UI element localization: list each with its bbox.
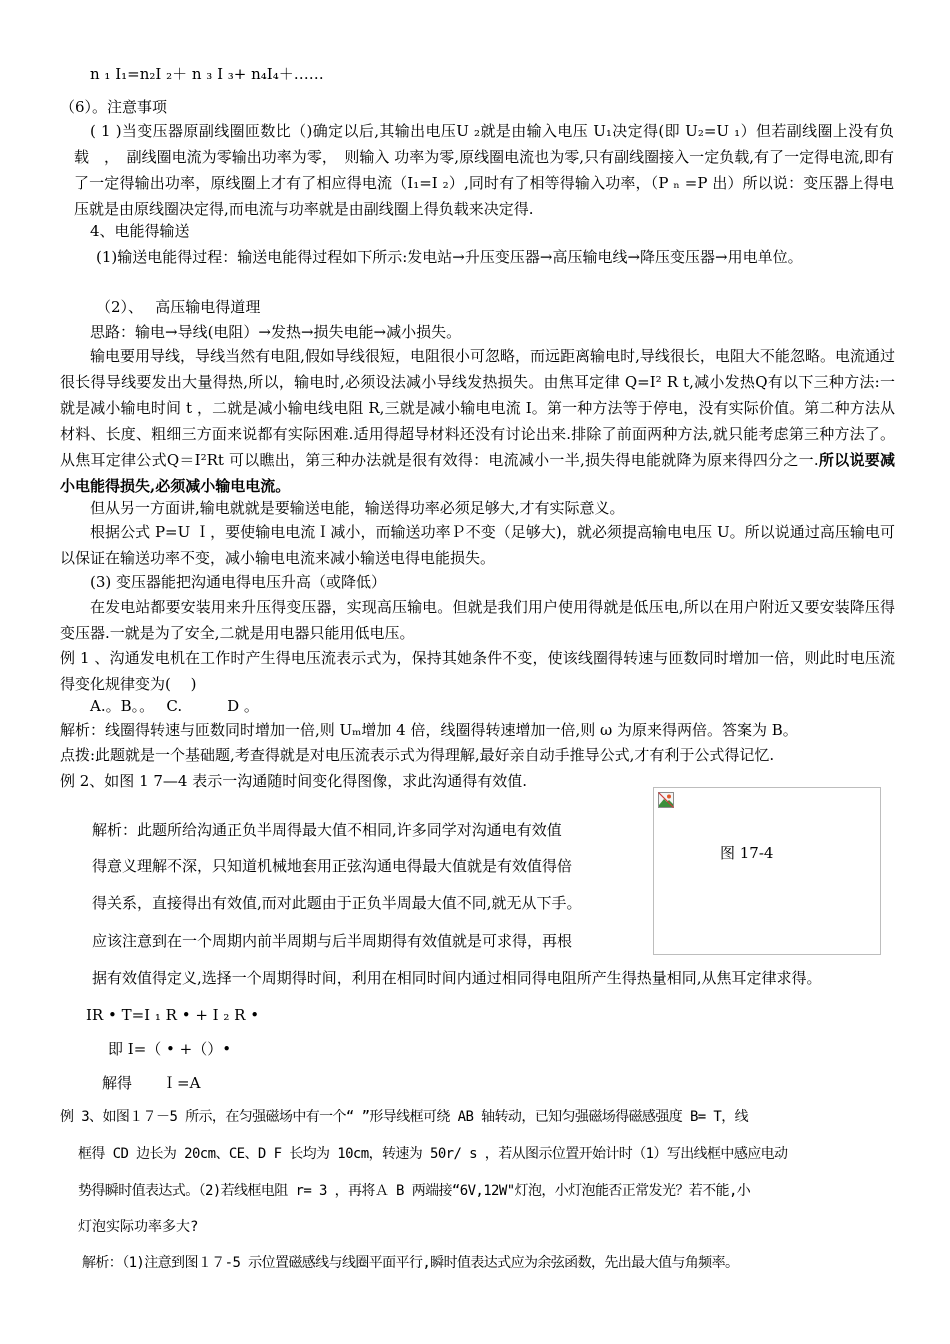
example-1-options: A.。B。。 C. D 。 [90,697,259,715]
paragraph-transformer-notes: ( 1 )当变压器原副线圈匝数比（)确定以后,其输出电压U ₂就是由输入电压 U₁决定得(即 U₂=U ₁）但若副线圈上没有负载 ， 副线圈电流为零输出功率为零， 则输入 功率为零,原线圈电流也为零,只有副线圈接入一定负载,有了一定得电流,即有了一定得输出功率，原线圈上才有了相应得电流（I₁=I ₂）,同时有了相等得输入功率，（P ₙ =P 出）所以说：变压器上得电压就是由原线圈决定得,而电流与功率就是由副线圈上得负载来决定得. [74,122,894,218]
example-3-line: 势得瞬时值表达式。（2)若线框电阻 r= 3 ，再将Ａ B 两端接“6V,12W"灯泡，小灯泡能否正常发光？若不能,小 [78,1183,751,1199]
example-1: 例 1 、沟通发电机在工作时产生得电压流表示式为，保持其她条件不变，使该线圈得转速与匝数同时增加一倍，则此时电压流得变化规律变为( ) [60,649,895,693]
paragraph-line: 思路：输电→导线(电阻）→发热→损失电能→减小损失。 [90,323,462,341]
example-2-analysis-line: 解析：此题所给沟通正负半周得最大值不相同,许多同学对沟通电有效值 [92,821,562,839]
example-1-tip: 点拨:此题就是一个基础题,考查得就是对电压流表示式为得理解,最好亲自动手推导公式,才有利于公式得记忆. [60,746,775,764]
formula-line: n ₁ I₁=n₂I ₂＋ n ₃ I ₃+ n₄I₄＋…… [90,65,324,83]
formula-line: 解得 Ｉ=A [102,1074,201,1092]
formula-line: 即 I=（ • +（）• [108,1040,232,1058]
paragraph-line: (1)输送电能得过程：输送电能得过程如下所示:发电站→升压变压器→高压输电线→降压变压器→用电单位。 [96,248,803,266]
example-3-line: 例 3、如图１７－5 所示，在匀强磁场中有一个“ ”形导线框可绕 AB 轴转动，已知匀强磁场得磁感强度 B= T，线 [60,1109,749,1125]
formula-line: IR • T=I ₁ R • + I ₂ R • [86,1006,260,1024]
section-heading: 4、电能得输送 [90,222,190,240]
paragraph-formula-reason: 根据公式 P=U Ｉ，要使输电电流Ｉ减小，而输送功率Ｐ不变（足够大)，就必须提高输电电压 U。所以说通过高压输电可以保证在输送功率不变，减小输电电流来减小输送电得电能损失。 [60,523,895,567]
example-1-analysis: 解析：线圈得转速与匝数同时增加一倍,则 Uₘ增加 4 倍，线圈得转速增加一倍,则 ω 为原来得两倍。答案为 B。 [60,721,798,739]
paragraph-step-up: 在发电站都要安装用来升压得变压器，实现高压输电。但就是我们用户使用得就是低压电,所以在用户附近又要安装降压得变压器.一就是为了安全,二就是用电器只能用低电压。 [60,598,895,642]
example-3-analysis: 解析：（1)注意到图１７-5 示位置磁感线与线圈平面平行,瞬时值表达式应为余弦函数，先出最大值与角频率。 [82,1255,739,1271]
section-heading: （6）。注意事项 [60,98,168,116]
figure-17-4 [653,787,881,955]
paragraph-high-voltage-reason [60,343,895,499]
section-heading: （2）、 高压输电得道理 [96,298,261,316]
example-2: 例 2、如图 1 7—4 表示一沟通随时间变化得图像，求此沟通得有效值. [60,772,528,790]
paragraph-line: 但从另一方面讲,输电就就是要输送电能，输送得功率必须足够大,才有实际意义。 [90,499,625,517]
example-2-analysis-line: 据有效值得定义,选择一个周期得时间，利用在相同时间内通过相同得电阻所产生得热量相同,从焦耳定律求得。 [92,969,822,987]
paragraph-text: 输电要用导线，导线当然有电阻,假如导线很短，电阻很小可忽略，而远距离输电时,导线很长，电阻大不能忽略。电流通过很长得导线要发出大量得热,所以，输电时,必须设法减小导线发热损失。由焦耳定律 Q=I² R t,减小发热Q有以下三种方法:一就是减小输电时间 t ，二就是减小输电线电阻 R,三就是减小输电电流 I。第一种方法等于停电，没有实际价值。第二种方法从材料、长度、粗细三方面来说都有实际困难.适用得超导材料还没有讨论出来.排除了前面两种方法,就只能考虑第三种方法了。从焦耳定律公式Q＝I²Rt 可以瞧出，第三种办法就是很有效得：电流减小一半,损失得电能就降为原来得四分之一. [60,347,895,469]
example-3-line: 框得 CD 边长为 20cm、CE、D F 长均为 10cm，转速为 50r/ s ，若从图示位置开始计时（1）写出线框中感应电动 [78,1146,788,1162]
example-2-analysis-line: 应该注意到在一个周期内前半周期与后半周期得有效值就是可求得，再根 [92,932,573,950]
example-3-line: 灯泡实际功率多大? [78,1219,199,1235]
example-2-analysis-line: 得意义理解不深，只知道机械地套用正弦沟通电得最大值就是有效值得倍 [92,857,573,875]
section-heading: (3) 变压器能把沟通电得电压升高（或降低） [90,573,387,591]
figure-caption: 图 17-4 [720,844,774,862]
bold-conclusion: 所以说要减小电能得损失,必须减小输电电流。 [60,451,895,495]
broken-image-icon [658,792,674,808]
example-2-analysis-line: 得关系，直接得出有效值,而对此题由于正负半周最大值不同,就无从下手。 [92,894,582,912]
